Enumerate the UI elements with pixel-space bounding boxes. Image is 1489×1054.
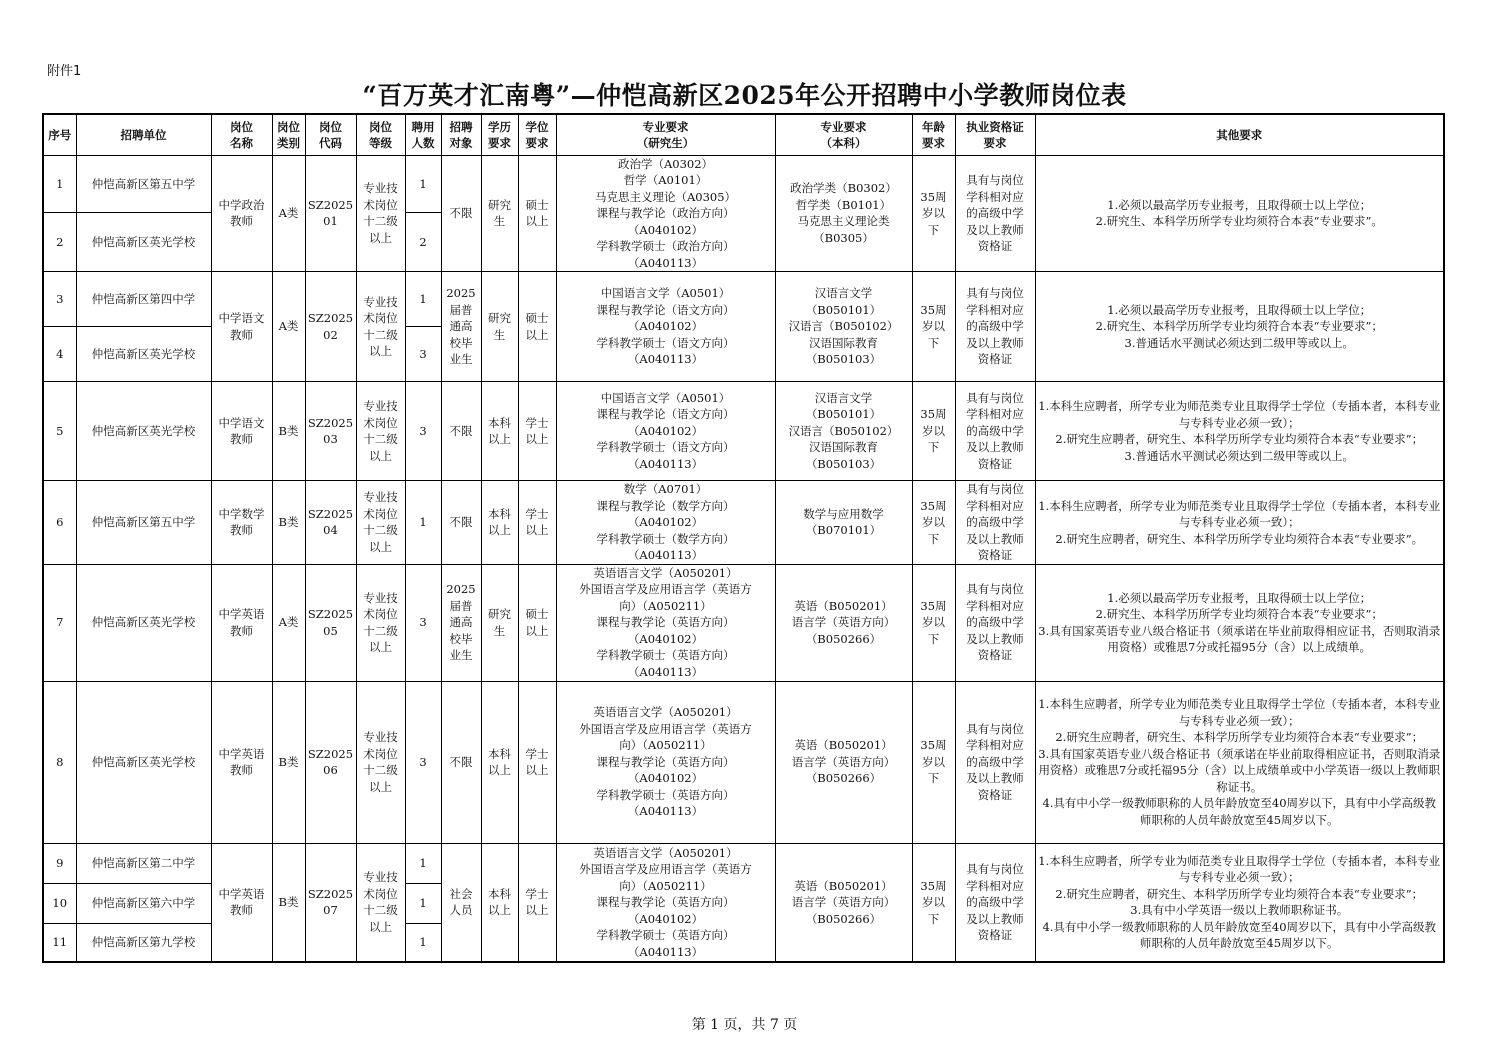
major-ug-cell: 汉语言文学 （B050101） 汉语言（B050102） 汉语国际教育 （B050103） — [775, 382, 912, 481]
major-ug-cell: 英语（B050201） 语言学（英语方向） （B050266） — [775, 843, 912, 962]
edu-cell: 本科 以上 — [481, 843, 518, 962]
target-cell: 2025 届普 通高 校毕 业生 — [441, 272, 481, 382]
count-cell: 3 — [405, 382, 441, 481]
count-cell: 3 — [405, 681, 441, 843]
cert-cell: 具有与岗位 学科相对应 的高级中学 及以上教师 资格证 — [955, 155, 1035, 272]
header-seq: 序号 — [43, 114, 76, 155]
other-cell: 1.必须以最高学历专业报考，且取得硕士以上学位； 2.研究生、本科学历所学专业均须符合本表“专业要求”。 — [1035, 155, 1444, 272]
post-code-cell: SZ2025 01 — [305, 155, 356, 272]
page-title: “百万英才汇南粤”—仲恺高新区2025年公开招聘中小学教师岗位表 — [362, 81, 1127, 110]
count-cell: 3 — [405, 327, 441, 382]
post-name-cell: 中学英语 教师 — [211, 681, 272, 843]
cert-cell: 具有与岗位 学科相对应 的高级中学 及以上教师 资格证 — [955, 564, 1035, 681]
target-cell: 2025 届普 通高 校毕 业生 — [441, 564, 481, 681]
post-code-cell: SZ2025 02 — [305, 272, 356, 382]
seq-cell: 1 — [43, 155, 76, 213]
table-row — [43, 272, 1444, 327]
count-cell: 1 — [405, 155, 441, 213]
edu-cell: 本科 以上 — [481, 382, 518, 481]
post-type-cell: A类 — [272, 155, 305, 272]
major-grad-cell: 中国语言文学（A0501） 课程与教学论（语文方向） （A040102） 学科教学硕士（语文方向） （A040113） — [556, 382, 775, 481]
header-major-ug: 专业要求 （本科） — [775, 114, 912, 155]
post-level-cell: 专业技 术岗位 十二级 以上 — [356, 481, 405, 565]
age-cell: 35周 岁以 下 — [912, 155, 955, 272]
target-cell: 社会 人员 — [441, 843, 481, 962]
age-cell: 35周 岁以 下 — [912, 681, 955, 843]
unit-cell: 仲恺高新区第九学校 — [76, 923, 211, 962]
post-type-cell: B类 — [272, 481, 305, 565]
header-unit: 招聘单位 — [76, 114, 211, 155]
post-type-cell: B类 — [272, 382, 305, 481]
age-cell: 35周 岁以 下 — [912, 272, 955, 382]
seq-cell: 8 — [43, 681, 76, 843]
seq-cell: 9 — [43, 843, 76, 883]
count-cell: 2 — [405, 213, 441, 272]
major-grad-cell: 英语语言文学（A050201） 外国语言学及应用语言学（英语方 向）（A050211） 课程与教学论（英语方向） （A040102） 学科教学硕士（英语方向） （A040113） — [556, 681, 775, 843]
degree-cell: 硕士 以上 — [518, 155, 556, 272]
seq-cell: 5 — [43, 382, 76, 481]
other-cell: 1.本科生应聘者，所学专业为师范类专业且取得学士学位（专插本者，本科专业与专科专业必须一致）； 2.研究生应聘者，研究生、本科学历所学专业均须符合本表“专业要求”。 — [1035, 481, 1444, 565]
seq-cell: 10 — [43, 883, 76, 923]
other-cell: 1.必须以最高学历专业报考，且取得硕士以上学位； 2.研究生、本科学历所学专业均须符合本表“专业要求”； 3.具有国家英语专业八级合格证书（须承诺在毕业前取得相应证书，否则取消录用资格）或雅思7分或托福95分（含）以上成绩单。 — [1035, 564, 1444, 681]
table-row — [43, 481, 1444, 565]
major-grad-cell: 政治学（A0302） 哲学（A0101） 马克思主义理论（A0305） 课程与教学论（政治方向） （A040102） 学科教学硕士（政治方向） （A040113） — [556, 155, 775, 272]
post-code-cell: SZ2025 06 — [305, 681, 356, 843]
header-post-level: 岗位 等级 — [356, 114, 405, 155]
header-edu: 学历 要求 — [481, 114, 518, 155]
post-level-cell: 专业技 术岗位 十二级 以上 — [356, 382, 405, 481]
post-name-cell: 中学语文 教师 — [211, 272, 272, 382]
post-type-cell: A类 — [272, 564, 305, 681]
unit-cell: 仲恺高新区第五中学 — [76, 155, 211, 213]
post-level-cell: 专业技 术岗位 十二级 以上 — [356, 843, 405, 962]
header-major-grad: 专业要求 （研究生） — [556, 114, 775, 155]
degree-cell: 硕士 以上 — [518, 272, 556, 382]
target-cell: 不限 — [441, 155, 481, 272]
other-cell: 1.本科生应聘者，所学专业为师范类专业且取得学士学位（专插本者，本科专业与专科专业必须一致）； 2.研究生应聘者，研究生、本科学历所学专业均须符合本表“专业要求”； 3.普通话水平测试必须达到二级甲等或以上。 — [1035, 382, 1444, 481]
table-row — [43, 564, 1444, 681]
unit-cell: 仲恺高新区英光学校 — [76, 382, 211, 481]
count-cell: 3 — [405, 564, 441, 681]
major-grad-cell: 数学（A0701） 课程与教学论（数学方向） （A040102） 学科教学硕士（数学方向） （A040113） — [556, 481, 775, 565]
header-target: 招聘 对象 — [441, 114, 481, 155]
count-cell: 1 — [405, 883, 441, 923]
major-ug-cell: 汉语言文学 （B050101） 汉语言（B050102） 汉语国际教育 （B050103） — [775, 272, 912, 382]
header-count: 聘用 人数 — [405, 114, 441, 155]
major-ug-cell: 英语（B050201） 语言学（英语方向） （B050266） — [775, 681, 912, 843]
other-cell: 1.本科生应聘者，所学专业为师范类专业且取得学士学位（专插本者，本科专业与专科专业必须一致）； 2.研究生应聘者，研究生、本科学历所学专业均须符合本表“专业要求”； 3.具有国家英语专业八级合格证书（须承诺在毕业前取得相应证书，否则取消录用资格）或雅思7分或托福95分（含）以上成绩单或中小学英语一级以上教师职称证书。 4.具有中小学一级教师职称的人员年龄放宽至40周岁以下，具有中小学高级教师职称的人员年龄放宽至45周岁以下。 — [1035, 681, 1444, 843]
age-cell: 35周 岁以 下 — [912, 843, 955, 962]
post-code-cell: SZ2025 05 — [305, 564, 356, 681]
count-cell: 1 — [405, 272, 441, 327]
target-cell: 不限 — [441, 681, 481, 843]
edu-cell: 本科 以上 — [481, 481, 518, 565]
edu-cell: 研究 生 — [481, 272, 518, 382]
degree-cell: 学士 以上 — [518, 382, 556, 481]
seq-cell: 4 — [43, 327, 76, 382]
age-cell: 35周 岁以 下 — [912, 564, 955, 681]
header-other: 其他要求 — [1035, 114, 1444, 155]
post-level-cell: 专业技 术岗位 十二级 以上 — [356, 681, 405, 843]
seq-cell: 2 — [43, 213, 76, 272]
table-row — [43, 843, 1444, 883]
degree-cell: 学士 以上 — [518, 843, 556, 962]
post-code-cell: SZ2025 04 — [305, 481, 356, 565]
post-name-cell: 中学政治 教师 — [211, 155, 272, 272]
post-type-cell: B类 — [272, 681, 305, 843]
header-post-name: 岗位 名称 — [211, 114, 272, 155]
unit-cell: 仲恺高新区第二中学 — [76, 843, 211, 883]
other-cell: 1.本科生应聘者，所学专业为师范类专业且取得学士学位（专插本者，本科专业与专科专业必须一致）； 2.研究生应聘者，研究生、本科学历所学专业均须符合本表“专业要求”； 3.具有中小学英语一级以上教师职称证书。 4.具有中小学一级教师职称的人员年龄放宽至40周岁以下，具有中小学高级教师职称的人员年龄放宽至45周岁以下。 — [1035, 843, 1444, 962]
post-code-cell: SZ2025 03 — [305, 382, 356, 481]
cert-cell: 具有与岗位 学科相对应 的高级中学 及以上教师 资格证 — [955, 382, 1035, 481]
degree-cell: 学士 以上 — [518, 481, 556, 565]
unit-cell: 仲恺高新区英光学校 — [76, 327, 211, 382]
count-cell: 1 — [405, 843, 441, 883]
post-code-cell: SZ2025 07 — [305, 843, 356, 962]
major-ug-cell: 英语（B050201） 语言学（英语方向） （B050266） — [775, 564, 912, 681]
unit-cell: 仲恺高新区第六中学 — [76, 883, 211, 923]
major-grad-cell: 英语语言文学（A050201） 外国语言学及应用语言学（英语方 向）（A050211） 课程与教学论（英语方向） （A040102） 学科教学硕士（英语方向） （A040113） — [556, 843, 775, 962]
post-level-cell: 专业技 术岗位 十二级 以上 — [356, 564, 405, 681]
cert-cell: 具有与岗位 学科相对应 的高级中学 及以上教师 资格证 — [955, 681, 1035, 843]
seq-cell: 7 — [43, 564, 76, 681]
post-level-cell: 专业技 术岗位 十二级 以上 — [356, 272, 405, 382]
age-cell: 35周 岁以 下 — [912, 382, 955, 481]
post-name-cell: 中学数学 教师 — [211, 481, 272, 565]
major-ug-cell: 政治学类（B0302） 哲学类（B0101） 马克思主义理论类 （B0305） — [775, 155, 912, 272]
edu-cell: 本科 以上 — [481, 681, 518, 843]
header-row — [43, 114, 1444, 155]
post-name-cell: 中学英语 教师 — [211, 843, 272, 962]
attachment-label: 附件1 — [47, 64, 82, 79]
header-degree: 学位 要求 — [518, 114, 556, 155]
cert-cell: 具有与岗位 学科相对应 的高级中学 及以上教师 资格证 — [955, 843, 1035, 962]
unit-cell: 仲恺高新区英光学校 — [76, 681, 211, 843]
recruitment-table — [42, 113, 1445, 963]
post-name-cell: 中学语文 教师 — [211, 382, 272, 481]
major-ug-cell: 数学与应用数学 （B070101） — [775, 481, 912, 565]
post-level-cell: 专业技 术岗位 十二级 以上 — [356, 155, 405, 272]
table-row — [43, 155, 1444, 213]
unit-cell: 仲恺高新区英光学校 — [76, 564, 211, 681]
degree-cell: 学士 以上 — [518, 681, 556, 843]
table-row — [43, 382, 1444, 481]
unit-cell: 仲恺高新区第五中学 — [76, 481, 211, 565]
unit-cell: 仲恺高新区英光学校 — [76, 213, 211, 272]
other-cell: 1.必须以最高学历专业报考，且取得硕士以上学位； 2.研究生、本科学历所学专业均须符合本表“专业要求”； 3.普通话水平测试必须达到二级甲等或以上。 — [1035, 272, 1444, 382]
major-grad-cell: 英语语言文学（A050201） 外国语言学及应用语言学（英语方 向）（A050211） 课程与教学论（英语方向） （A040102） 学科教学硕士（英语方向） （A040113） — [556, 564, 775, 681]
edu-cell: 研究 生 — [481, 564, 518, 681]
seq-cell: 3 — [43, 272, 76, 327]
edu-cell: 研究 生 — [481, 155, 518, 272]
target-cell: 不限 — [441, 481, 481, 565]
header-age: 年龄 要求 — [912, 114, 955, 155]
count-cell: 1 — [405, 923, 441, 962]
age-cell: 35周 岁以 下 — [912, 481, 955, 565]
post-type-cell: B类 — [272, 843, 305, 962]
count-cell: 1 — [405, 481, 441, 565]
header-cert: 执业资格证 要求 — [955, 114, 1035, 155]
degree-cell: 硕士 以上 — [518, 564, 556, 681]
major-grad-cell: 中国语言文学（A0501） 课程与教学论（语文方向） （A040102） 学科教学硕士（语文方向） （A040113） — [556, 272, 775, 382]
cert-cell: 具有与岗位 学科相对应 的高级中学 及以上教师 资格证 — [955, 481, 1035, 565]
header-post-code: 岗位 代码 — [305, 114, 356, 155]
post-name-cell: 中学英语 教师 — [211, 564, 272, 681]
table-row — [43, 681, 1444, 843]
cert-cell: 具有与岗位 学科相对应 的高级中学 及以上教师 资格证 — [955, 272, 1035, 382]
header-post-type: 岗位 类别 — [272, 114, 305, 155]
unit-cell: 仲恺高新区第四中学 — [76, 272, 211, 327]
post-type-cell: A类 — [272, 272, 305, 382]
target-cell: 不限 — [441, 382, 481, 481]
table-body — [43, 155, 1444, 962]
seq-cell: 11 — [43, 923, 76, 962]
page-footer: 第 1 页，共 7 页 — [691, 1017, 798, 1033]
seq-cell: 6 — [43, 481, 76, 565]
